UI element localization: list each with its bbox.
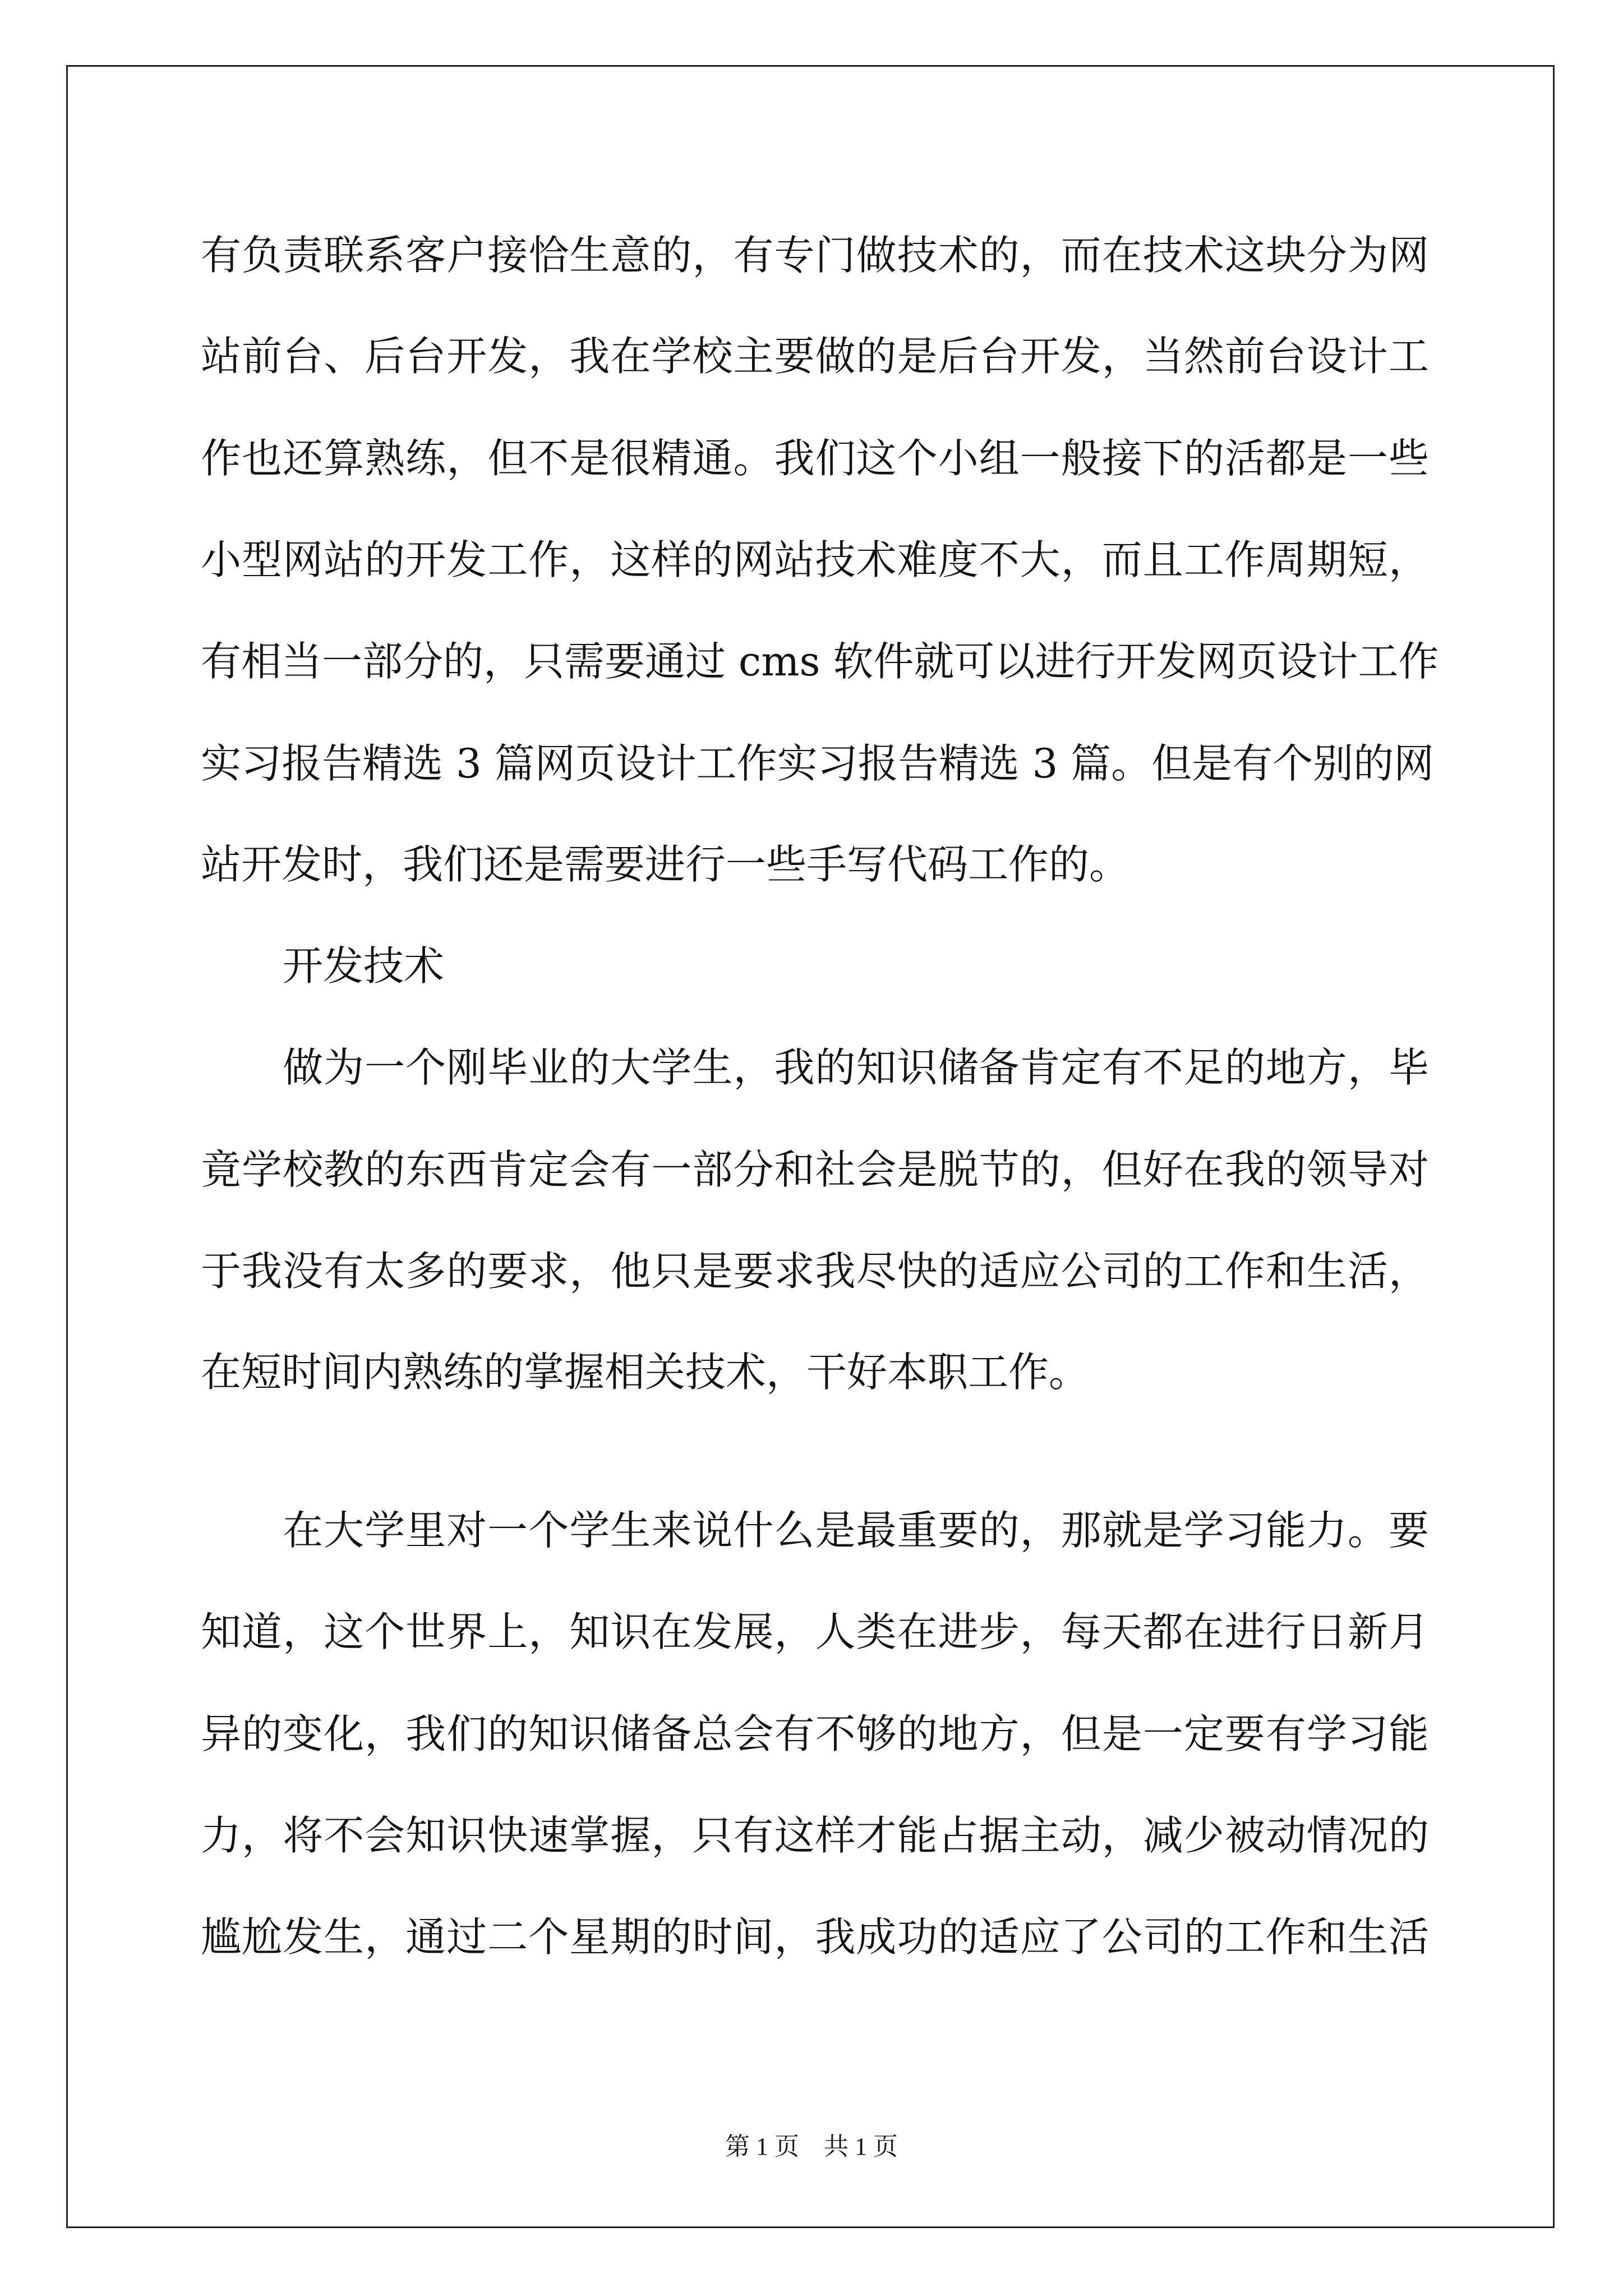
body-line: 于我没有太多的要求，他只是要求我尽快的适应公司的工作和生活， <box>201 1248 1429 1295</box>
body-line: 站开发时，我们还是需要进行一些手写代码工作的。 <box>201 841 1130 888</box>
body-line: 站前台、后台开发，我在学校主要做的是后台开发，当然前台设计工 <box>201 333 1429 380</box>
body-line: 异的变化，我们的知识储备总会有不够的地方，但是一定要有学习能 <box>201 1710 1429 1757</box>
section-heading: 开发技术 <box>283 942 445 990</box>
body-line: 有相当一部分的，只需要通过 cms 软件就可以进行开发网页设计工作 <box>201 638 1439 685</box>
paragraph-first-line: 做为一个刚毕业的大学生，我的知识储备肯定有不足的地方，毕 <box>283 1044 1429 1091</box>
body-line: 竟学校教的东西肯定会有一部分和社会是脱节的，但好在我的领导对 <box>201 1146 1429 1193</box>
body-line: 尴尬发生，通过二个星期的时间，我成功的适应了公司的工作和生活 <box>201 1913 1429 1961</box>
body-line: 知道，这个世界上，知识在发展，人类在进步，每天都在进行日新月 <box>201 1608 1429 1655</box>
page-number: 第 1 页 共 1 页 <box>725 2133 898 2160</box>
body-line: 实习报告精选 3 篇网页设计工作实习报告精选 3 篇。但是有个别的网 <box>201 740 1435 787</box>
body-line: 小型网站的开发工作，这样的网站技术难度不大，而且工作周期短， <box>201 536 1429 583</box>
body-line: 在短时间内熟练的掌握相关技术，干好本职工作。 <box>201 1349 1090 1396</box>
body-line: 有负责联系客户接恰生意的，有专门做技术的，而在技术这块分为网 <box>201 232 1429 279</box>
body-line: 力，将不会知识快速掌握，只有这样才能占据主动，减少被动情况的 <box>201 1812 1429 1859</box>
paragraph-first-line: 在大学里对一个学生来说什么是最重要的，那就是学习能力。要 <box>283 1507 1429 1554</box>
body-line: 作也还算熟练，但不是很精通。我们这个小组一般接下的活都是一些 <box>201 435 1429 482</box>
